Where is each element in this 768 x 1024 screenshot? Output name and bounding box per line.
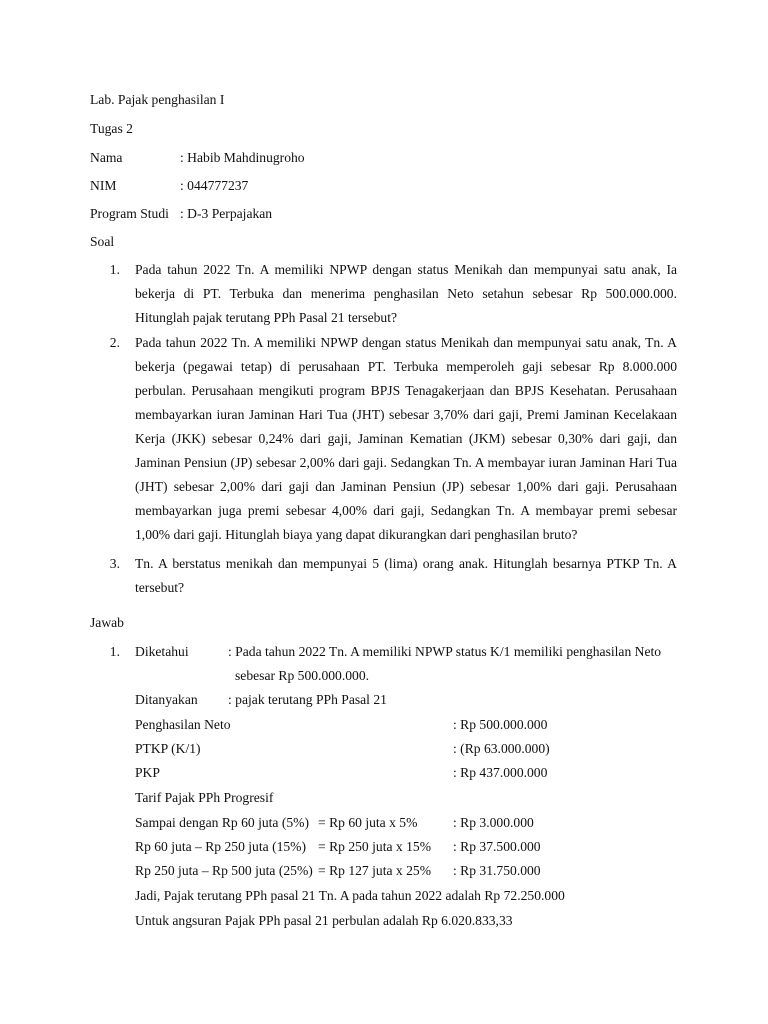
bracket-result: : Rp 3.000.000 bbox=[453, 815, 534, 830]
field-label: Program Studi bbox=[90, 206, 169, 221]
bracket-label: Rp 250 juta – Rp 500 juta (25%) bbox=[135, 863, 313, 878]
question-text: Pada tahun 2022 Tn. A memiliki NPWP dengan status Menikah dan mempunyai satu anak, Ia bekerja di PT. Terbuka dan menerima penghasilan Neto setahun sebesar Rp 500.000.000. Hitunglah pajak terutang PPh Pasal 21 tersebut? bbox=[135, 262, 677, 325]
calc-row-pkp bbox=[135, 761, 548, 785]
question-text: Tn. A berstatus menikah dan mempunyai 5 (lima) orang anak. Hitunglah besarnya PTKP Tn. A tersebut? bbox=[135, 556, 677, 595]
bracket-formula: = Rp 250 juta x 15% bbox=[318, 839, 432, 854]
field-nama bbox=[90, 146, 305, 170]
field-value: : D-3 Perpajakan bbox=[180, 206, 273, 221]
conclusion-monthly-installment: Untuk angsuran Pajak PPh pasal 21 perbulan adalah Rp 6.020.833,33 bbox=[135, 913, 513, 928]
bracket-result: : Rp 31.750.000 bbox=[453, 863, 541, 878]
row-value: : Rp 437.000.000 bbox=[453, 765, 548, 780]
bracket-result: : Rp 37.500.000 bbox=[453, 839, 541, 854]
conclusion-total-tax: Jadi, Pajak terutang PPh pasal 21 Tn. A pada tahun 2022 adalah Rp 72.250.000 bbox=[135, 888, 565, 903]
question-number: 1. bbox=[109, 262, 120, 277]
bracket-formula: = Rp 127 juta x 25% bbox=[318, 863, 432, 878]
ditanyakan-label: Ditanyakan bbox=[135, 692, 198, 707]
field-nim bbox=[90, 174, 248, 198]
calc-row-penghasilan-neto bbox=[135, 713, 548, 737]
calc-row-ptkp bbox=[135, 737, 550, 761]
row-value: : (Rp 63.000.000) bbox=[453, 741, 550, 756]
question-number: 2. bbox=[109, 335, 120, 350]
question-text: Pada tahun 2022 Tn. A memiliki NPWP dengan status Menikah dan mempunyai satu anak, Tn. A bekerja (pegawai tetap) di perusahaan PT. Terbuka memperoleh gaji sebesar Rp 8.000.000 perbulan. Perusahaan mengikuti program BPJS Tenagakerjaan dan BPJS Kesehatan. Perusahaan membayarkan iuran Jaminan Hari Tua (JHT) sebesar 3,70% dari gaji, Premi Jaminan Kecelakaan Kerja (JKK) sebesar 0,24% dari gaji, Jaminan Kematian (JKM) sebesar 0,30% dari gaji, dan Jaminan Pensiun (JP) sebesar 2,00% dari gaji. Sedangkan Tn. A membayar iuran Jaminan Hari Tua (JHT) sebesar 2,00% dari gaji dan Jaminan Pensiun (JP) sebesar 1,00% dari gaji. Perusahaan membayarkan juga premi sebesar 4,00% dari gaji, Sedangkan Tn. A membayar premi sebesar 1,00% dari gaji. Hitunglah biaya yang dapat dikurangkan dari penghasilan bruto? bbox=[135, 335, 677, 542]
field-label: Nama bbox=[90, 150, 123, 165]
row-label: PKP bbox=[135, 765, 160, 780]
row-label: Penghasilan Neto bbox=[135, 717, 231, 732]
question-number: 3. bbox=[109, 556, 120, 571]
row-value: : Rp 500.000.000 bbox=[453, 717, 548, 732]
lab-title: Lab. Pajak penghasilan I bbox=[90, 92, 225, 107]
jawab-heading: Jawab bbox=[90, 615, 124, 630]
field-program-studi bbox=[90, 202, 272, 226]
tax-bracket-row bbox=[135, 835, 541, 859]
field-value: : 044777237 bbox=[180, 178, 249, 193]
answer-number: 1. bbox=[109, 644, 120, 659]
field-label: NIM bbox=[90, 178, 117, 193]
diketahui-text-cont: sebesar Rp 500.000.000. bbox=[235, 668, 370, 683]
diketahui-text: : Pada tahun 2022 Tn. A memiliki NPWP status K/1 memiliki penghasilan Neto bbox=[228, 644, 662, 659]
bracket-label: Sampai dengan Rp 60 juta (5%) bbox=[135, 815, 310, 830]
assignment-title: Tugas 2 bbox=[90, 121, 133, 136]
tax-bracket-row bbox=[135, 859, 541, 883]
bracket-formula: = Rp 60 juta x 5% bbox=[318, 815, 418, 830]
soal-heading: Soal bbox=[90, 234, 115, 249]
field-value: : Habib Mahdinugroho bbox=[180, 150, 305, 165]
row-label: PTKP (K/1) bbox=[135, 741, 201, 756]
tarif-heading: Tarif Pajak PPh Progresif bbox=[135, 790, 274, 805]
ditanyakan-text: : pajak terutang PPh Pasal 21 bbox=[228, 692, 387, 707]
tax-bracket-row bbox=[135, 811, 534, 835]
diketahui-label: Diketahui bbox=[135, 644, 189, 659]
bracket-label: Rp 60 juta – Rp 250 juta (15%) bbox=[135, 839, 307, 854]
